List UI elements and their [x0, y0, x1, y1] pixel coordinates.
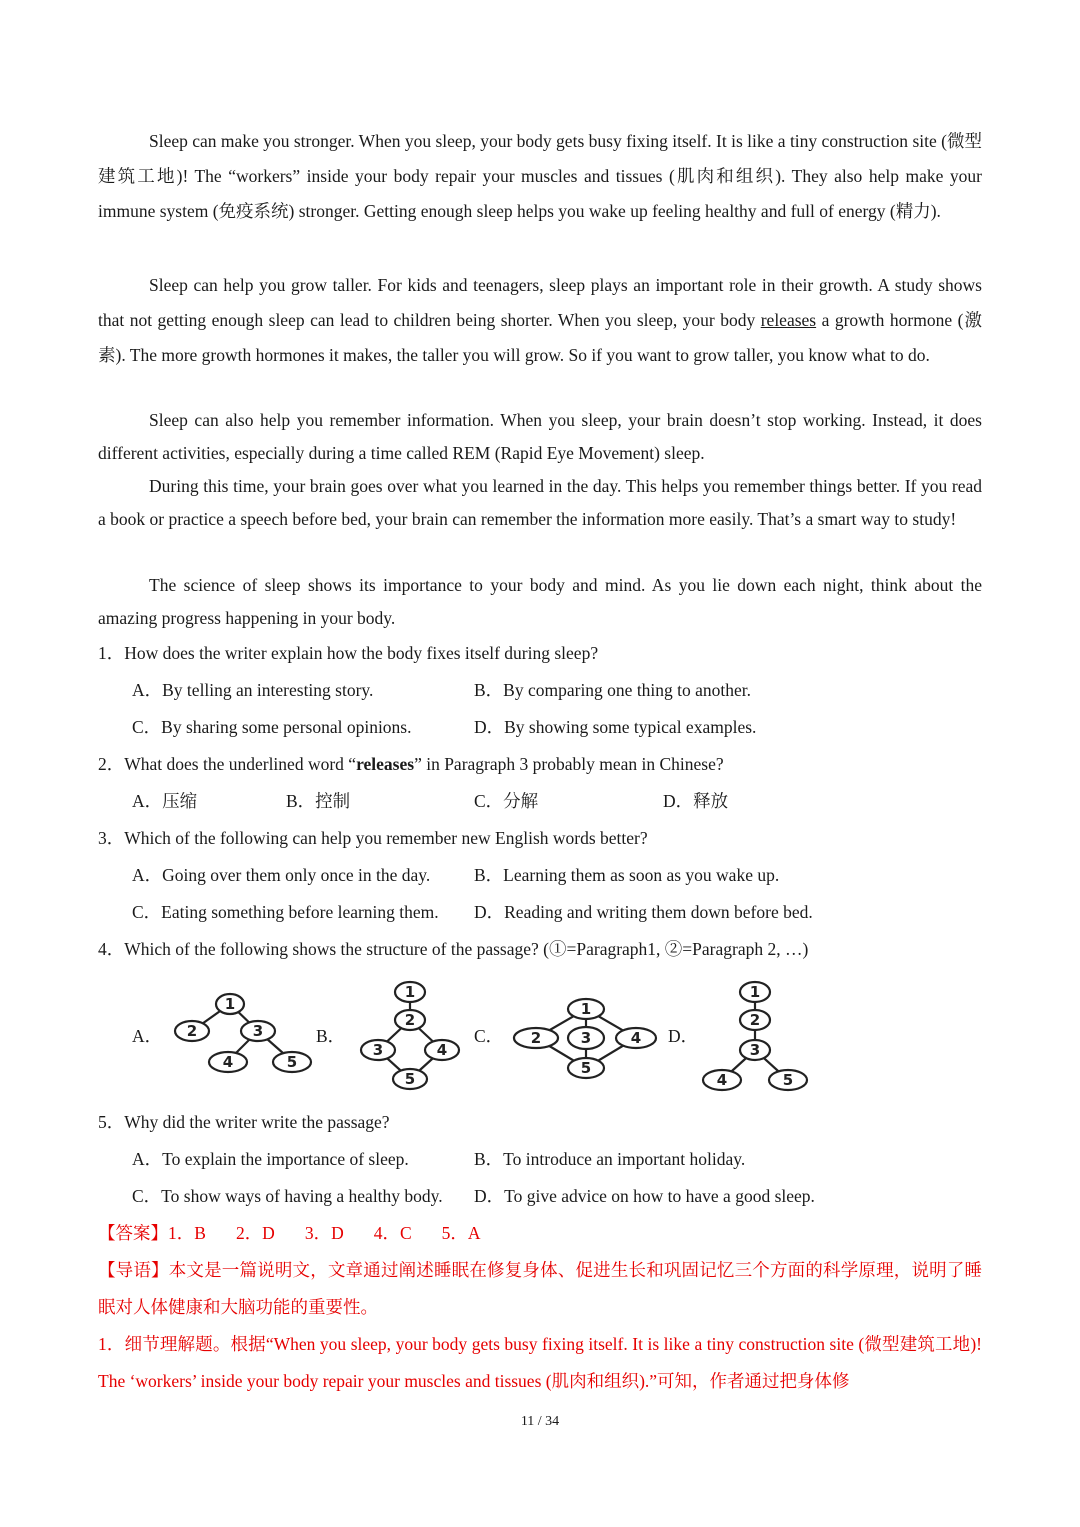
diagram-a-label-1: 1: [224, 995, 236, 1013]
question-1-option-d: D．By showing some typical examples.: [474, 717, 757, 737]
diagram-d-label-3: 3: [749, 1041, 761, 1059]
answer-item: 3．D: [304, 1223, 344, 1243]
page-number: 11 / 34: [520, 1414, 560, 1429]
question-5-option-c: C．To show ways of having a healthy body.: [132, 1186, 443, 1206]
question-5-option-a: A．To explain the importance of sleep.: [132, 1149, 409, 1169]
structure-diagram-a: [170, 988, 320, 1078]
diagram-d-label-1: 1: [749, 983, 761, 1001]
question-3-option-b: B．Learning them as soon as you wake up.: [474, 865, 780, 885]
explanation-1: 1．细节理解题。根据“When you sleep, your body gets busy fixing itself. It is like a tiny construction site (微型建筑工地)! The ‘workers’ inside your body repair your muscles and tissues (肌肉和组织).”可知，作者通过把身体修: [98, 1334, 982, 1391]
diagram-d-label-2: 2: [749, 1011, 761, 1029]
question-1-option-c: C．By sharing some personal opinions.: [132, 717, 412, 737]
question-4-option-b-label: B．: [316, 1026, 346, 1046]
diagram-a-label-2: 2: [186, 1022, 198, 1040]
question-4-option-c-label: C．: [474, 1026, 504, 1046]
diagram-b-label-1: 1: [404, 983, 416, 1001]
question-5-stem: 5．Why did the writer write the passage?: [98, 1112, 390, 1132]
answer-item: 4．C: [373, 1223, 412, 1243]
diagram-c-label-2: 2: [530, 1029, 542, 1047]
question-2-stem: 2．What does the underlined word “releases” in Paragraph 3 probably mean in Chinese?: [98, 754, 724, 774]
guide-label: 【导语】: [98, 1260, 169, 1280]
structure-diagram-d: [700, 980, 812, 1092]
question-4-stem: 4．Which of the following shows the structure of the passage? (①=Paragraph1, ②=Paragraph 2, …): [98, 939, 809, 959]
answer-label: 【答案】: [98, 1223, 168, 1243]
guide-text: 【导语】本文是一篇说明文，文章通过阐述睡眠在修复身体、促进生长和巩固记忆三个方面的科学原理，说明了睡眠对人体健康和大脑功能的重要性。: [98, 1260, 982, 1317]
question-3-option-d: D．Reading and writing them down before bed.: [474, 902, 813, 922]
question-1-option-b: B．By comparing one thing to another.: [474, 680, 752, 700]
question-3-stem: 3．Which of the following can help you remember new English words better?: [98, 828, 648, 848]
diagram-b-label-5: 5: [404, 1070, 416, 1088]
diagram-d-label-4: 4: [716, 1071, 728, 1089]
diagram-b-label-4: 4: [436, 1041, 448, 1059]
question-2-option-a: A．压缩: [132, 791, 198, 811]
diagram-b-label-2: 2: [404, 1011, 416, 1029]
question-4-option-a-label: A．: [132, 1026, 163, 1046]
diagram-a-label-4: 4: [222, 1053, 234, 1071]
paragraph-3: Sleep can also help you remember information. When you sleep, your brain doesn’t stop working. Instead, it does different activities, especially during a time called REM (Rapid Eye Movement) sleep.: [98, 410, 982, 463]
question-1-stem: 1．How does the writer explain how the body fixes itself during sleep?: [98, 643, 599, 663]
answer-key: [98, 1221, 998, 1245]
question-2-option-c: C．分解: [474, 791, 539, 811]
question-5-option-b: B．To introduce an important holiday.: [474, 1149, 746, 1169]
paragraph-2: Sleep can help you grow taller. For kids and teenagers, sleep plays an important role in their growth. A study shows that not getting enough sleep can lead to children being shorter. When you sleep, your body releases a growth hormone (激素). The more growth hormones it makes, the taller you will grow. So if you want to grow taller, you know what to do.: [98, 275, 982, 365]
answer-item: 2．D: [235, 1223, 275, 1243]
question-4-option-d-label: D．: [668, 1026, 699, 1046]
question-2-option-b: B．控制: [286, 791, 351, 811]
diagram-c-label-4: 4: [630, 1029, 642, 1047]
diagram-a-label-5: 5: [286, 1053, 298, 1071]
question-1-option-a: A．By telling an interesting story.: [132, 680, 374, 700]
bold-word: releases: [356, 754, 415, 774]
structure-diagram-c: [508, 996, 664, 1082]
diagram-b-label-3: 3: [372, 1041, 384, 1059]
diagram-a-label-3: 3: [252, 1022, 264, 1040]
underlined-word: releases: [760, 310, 817, 330]
diagram-c-label-5: 5: [580, 1059, 592, 1077]
paragraph-1: Sleep can make you stronger. When you sleep, your body gets busy fixing itself. It is like a tiny construction site (微型建筑工地)! The “workers” inside your body repair your muscles and tissues (肌肉和组织). They also help make your immune system (免疫系统) stronger. Getting enough sleep helps you wake up feeling healthy and full of energy (精力).: [98, 131, 982, 221]
paragraph-5: The science of sleep shows its importance to your body and mind. As you lie down each night, think about the amazing progress happening in your body.: [98, 575, 982, 628]
paragraph-4: During this time, your brain goes over what you learned in the day. This helps you remember things better. If you read a book or practice a speech before bed, your brain can remember the information more easily. That’s a smart way to study!: [98, 476, 982, 529]
question-5-option-d: D．To give advice on how to have a good sleep.: [474, 1186, 815, 1206]
structure-diagram-b: [350, 980, 470, 1092]
diagram-c-label-3: 3: [580, 1029, 592, 1047]
question-3-option-a: A．Going over them only once in the day.: [132, 865, 431, 885]
answer-item: 5．A: [441, 1223, 481, 1243]
diagram-c-label-1: 1: [580, 1000, 592, 1018]
question-2-option-d: D．释放: [663, 791, 729, 811]
answer-item: 1．B: [168, 1223, 206, 1243]
diagram-d-label-5: 5: [782, 1071, 794, 1089]
question-3-option-c: C．Eating something before learning them.: [132, 902, 439, 922]
